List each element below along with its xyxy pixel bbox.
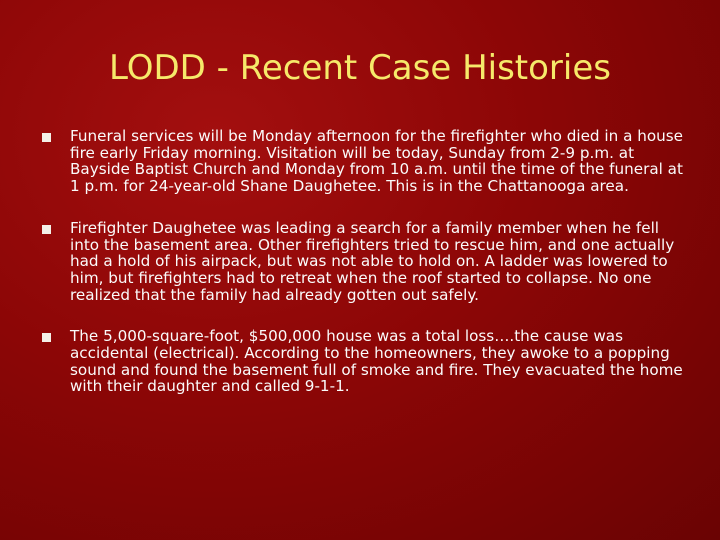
bullet-list — [40, 128, 690, 420]
square-bullet-icon — [42, 133, 51, 142]
bullet-item — [40, 220, 690, 304]
slide-title: LODD - Recent Case Histories — [109, 48, 611, 88]
bullet-item — [40, 128, 690, 195]
bullet-text: The 5,000-square-foot, $500,000 house was a total loss….the cause was accidental (electrical). According to the homeowners, they awoke to a popping sound and found the basement full of smoke and fire. They evacuated the home with their daughter and called 9-1-1. — [70, 327, 683, 396]
bullet-text: Funeral services will be Monday afternoon for the firefighter who died in a house fire early Friday morning. Visitation will be today, Sunday from 2-9 p.m. at Bayside Baptist Church and Monday from 10 a.m. until the time of the funeral at 1 p.m. for 24-year-old Shane Daughetee. This is in the Chattanooga area. — [70, 127, 684, 196]
bullet-item — [40, 328, 690, 395]
square-bullet-icon — [42, 333, 51, 342]
bullet-text: Firefighter Daughetee was leading a search for a family member when he fell into the basement area. Other firefighters tried to rescue him, and one actually had a hold of his airpack, but was not able to hold on. A ladder was lowered to him, but firefighters had to retreat when the roof started to collapse. No one realized that the family had already gotten out safely. — [70, 218, 675, 304]
square-bullet-icon — [42, 225, 51, 234]
